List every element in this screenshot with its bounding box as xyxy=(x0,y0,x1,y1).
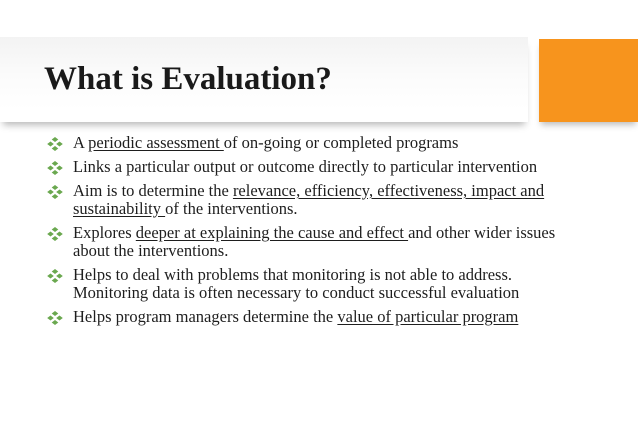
diamond-cluster-icon xyxy=(47,310,63,326)
bullet-text: Helps program managers determine the xyxy=(73,307,338,326)
underlined-text: periodic assessment xyxy=(88,133,224,152)
bullet-text: of the interventions. xyxy=(165,199,298,218)
underlined-text: relevance, efficiency, effectiveness, impact and sustainability xyxy=(73,181,545,218)
bullet-text: and other wider issues about the interventions. xyxy=(73,223,556,260)
bullet-text: Explores xyxy=(73,223,136,242)
bullet-text: Helps to deal with problems that monitoring is not able to address. Monitoring data is often necessary to conduct successful evaluation xyxy=(73,265,520,302)
bullet-item xyxy=(44,134,584,152)
bullet-item xyxy=(44,158,584,176)
bullet-text: Links a particular output or outcome directly to particular intervention xyxy=(73,157,538,176)
underlined-text: deeper at explaining the cause and effect xyxy=(135,223,409,242)
bullet-text: Aim is to determine the xyxy=(73,181,233,200)
bullet-item xyxy=(44,266,584,302)
diamond-cluster-icon xyxy=(47,184,63,200)
diamond-cluster-icon xyxy=(47,160,63,176)
bullet-text: A xyxy=(73,133,89,152)
underlined-text: value of particular program xyxy=(337,307,519,326)
bullet-list xyxy=(44,134,584,332)
bullet-item xyxy=(44,308,584,326)
slide-title: What is Evaluation? xyxy=(44,61,332,97)
bullet-text: of on-going or completed programs xyxy=(223,133,459,152)
diamond-cluster-icon xyxy=(47,136,63,152)
bullet-item xyxy=(44,224,584,260)
accent-box xyxy=(539,39,638,122)
diamond-cluster-icon xyxy=(47,226,63,242)
diamond-cluster-icon xyxy=(47,268,63,284)
bullet-item xyxy=(44,182,584,218)
